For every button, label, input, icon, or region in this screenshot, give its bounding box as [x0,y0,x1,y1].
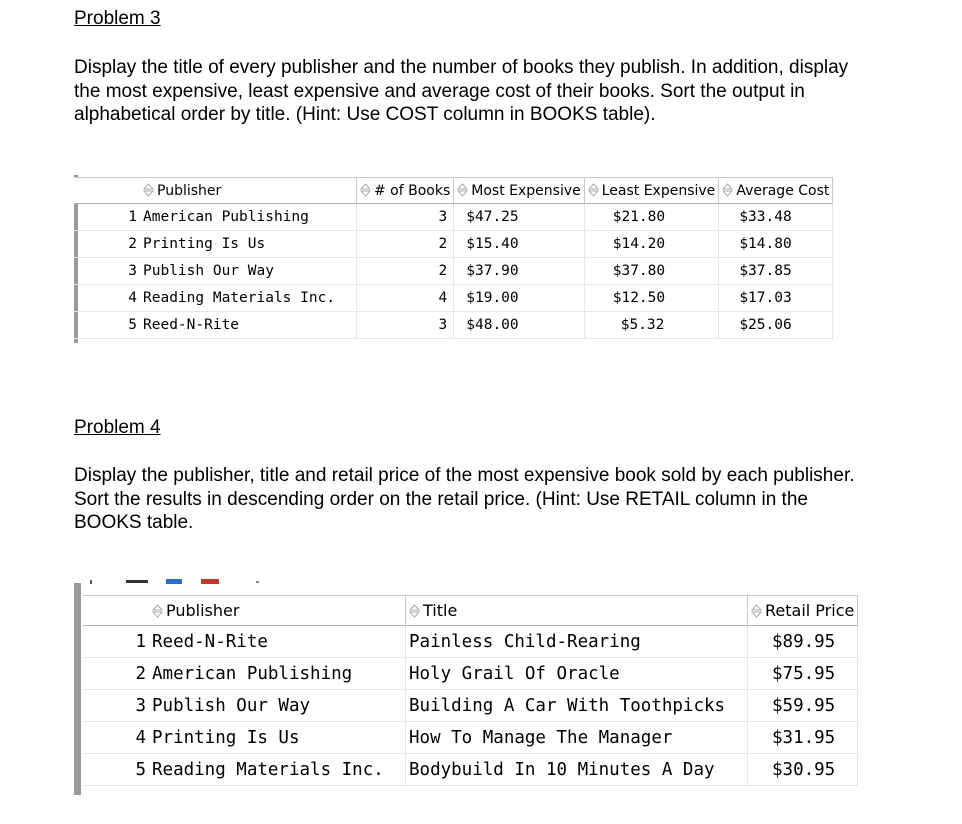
column-header-label: Retail Price [765,601,855,620]
column-header-num-books[interactable] [357,178,454,204]
column-header-label: Publisher [166,601,240,620]
row-number-header [83,596,149,626]
table-header-row [83,596,858,626]
table-row[interactable] [83,658,858,690]
problem-4-result-table [83,595,858,786]
sort-arrows-icon[interactable] [457,183,468,197]
sort-arrows-icon[interactable] [588,183,599,197]
sort-arrows-icon[interactable] [152,604,163,618]
column-header-label: # of Books [374,182,451,199]
column-header-publisher[interactable] [149,596,406,626]
cell-most-expensive[interactable]: $15.40 [454,231,584,258]
cell-publisher[interactable]: Reading Materials Inc. [149,754,406,786]
row-number: 5 [83,754,149,786]
sort-arrows-icon[interactable] [360,183,371,197]
problem-4-heading: Problem 4 [74,417,161,438]
cell-least-expensive[interactable]: $5.32 [584,312,719,339]
sort-arrows-icon[interactable] [722,183,733,197]
cell-average-cost[interactable]: $14.80 [719,231,833,258]
cell-publisher[interactable]: Publish Our Way [149,690,406,722]
column-header-label: Most Expensive [471,182,581,199]
cell-publisher[interactable]: Publish Our Way [140,258,357,285]
table-row[interactable] [74,312,833,339]
cell-title[interactable]: How To Manage The Manager [406,722,748,754]
table-header-row [74,178,833,204]
table-row[interactable] [83,626,858,658]
row-number: 1 [74,204,140,231]
column-header-label: Least Expensive [601,182,716,199]
row-number: 2 [74,231,140,258]
cell-least-expensive[interactable]: $12.50 [584,285,719,312]
cell-title[interactable]: Building A Car With Toothpicks [406,690,748,722]
cell-most-expensive[interactable]: $47.25 [454,204,584,231]
cell-publisher[interactable]: Reed-N-Rite [140,312,357,339]
cell-publisher[interactable]: American Publishing [149,658,406,690]
column-header-least-expensive[interactable] [584,178,719,204]
cell-average-cost[interactable]: $17.03 [719,285,833,312]
table-row[interactable] [74,285,833,312]
cell-average-cost[interactable]: $37.85 [719,258,833,285]
cell-num-books[interactable]: 3 [357,312,454,339]
toolbar-fragment [86,578,266,586]
row-number: 4 [74,285,140,312]
cell-publisher[interactable]: Reading Materials Inc. [140,285,357,312]
cell-least-expensive[interactable]: $21.80 [584,204,719,231]
cell-retail-price[interactable]: $31.95 [748,722,858,754]
column-header-average-cost[interactable] [719,178,833,204]
cell-least-expensive[interactable]: $37.80 [584,258,719,285]
column-header-label: Average Cost [736,182,830,199]
row-number-header [74,178,140,204]
cell-average-cost[interactable]: $25.06 [719,312,833,339]
table-row[interactable] [83,690,858,722]
column-header-retail-price[interactable] [748,596,858,626]
sort-arrows-icon[interactable] [751,604,762,618]
problem-3-text: Display the title of every publisher and the number of books they publish. In addition, display the most expensive, least expensive and average cost of their books. Sort the output in alphabetical order by title. (Hint: Use COST column in BOOKS table). [74,57,849,125]
row-number: 1 [83,626,149,658]
cell-most-expensive[interactable]: $19.00 [454,285,584,312]
cell-publisher[interactable]: Printing Is Us [149,722,406,754]
cell-num-books[interactable]: 2 [357,258,454,285]
cell-publisher[interactable]: American Publishing [140,204,357,231]
table-row[interactable] [83,722,858,754]
column-header-label: Title [423,601,458,620]
table-row[interactable] [74,204,833,231]
cell-retail-price[interactable]: $30.95 [748,754,858,786]
problem-3-result-table [74,177,833,339]
row-number: 3 [83,690,149,722]
row-number: 3 [74,258,140,285]
cell-retail-price[interactable]: $89.95 [748,626,858,658]
cell-title[interactable]: Bodybuild In 10 Minutes A Day [406,754,748,786]
row-number: 4 [83,722,149,754]
column-header-title[interactable] [406,596,748,626]
cell-title[interactable]: Painless Child-Rearing [406,626,748,658]
cell-title[interactable]: Holy Grail Of Oracle [406,658,748,690]
column-header-most-expensive[interactable] [454,178,584,204]
cell-publisher[interactable]: Printing Is Us [140,231,357,258]
cell-publisher[interactable]: Reed-N-Rite [149,626,406,658]
column-header-label: Publisher [157,182,222,199]
cell-num-books[interactable]: 2 [357,231,454,258]
table-row[interactable] [74,258,833,285]
cell-retail-price[interactable]: $75.95 [748,658,858,690]
cell-num-books[interactable]: 3 [357,204,454,231]
table-row[interactable] [83,754,858,786]
cell-retail-price[interactable]: $59.95 [748,690,858,722]
cell-num-books[interactable]: 4 [357,285,454,312]
cell-most-expensive[interactable]: $37.90 [454,258,584,285]
problem-4-text: Display the publisher, title and retail price of the most expensive book sold by each publisher. Sort the results in descending order on the retail price. (Hint: Use RETAIL column in the BOOKS table. [74,465,855,533]
row-number: 5 [74,312,140,339]
problem-3-heading: Problem 3 [74,8,161,29]
cell-least-expensive[interactable]: $14.20 [584,231,719,258]
table-row[interactable] [74,231,833,258]
result-grid-left-border [74,583,81,795]
cell-average-cost[interactable]: $33.48 [719,204,833,231]
row-number: 2 [83,658,149,690]
sort-arrows-icon[interactable] [143,183,154,197]
cell-most-expensive[interactable]: $48.00 [454,312,584,339]
sort-arrows-icon[interactable] [409,604,420,618]
column-header-publisher[interactable] [140,178,357,204]
